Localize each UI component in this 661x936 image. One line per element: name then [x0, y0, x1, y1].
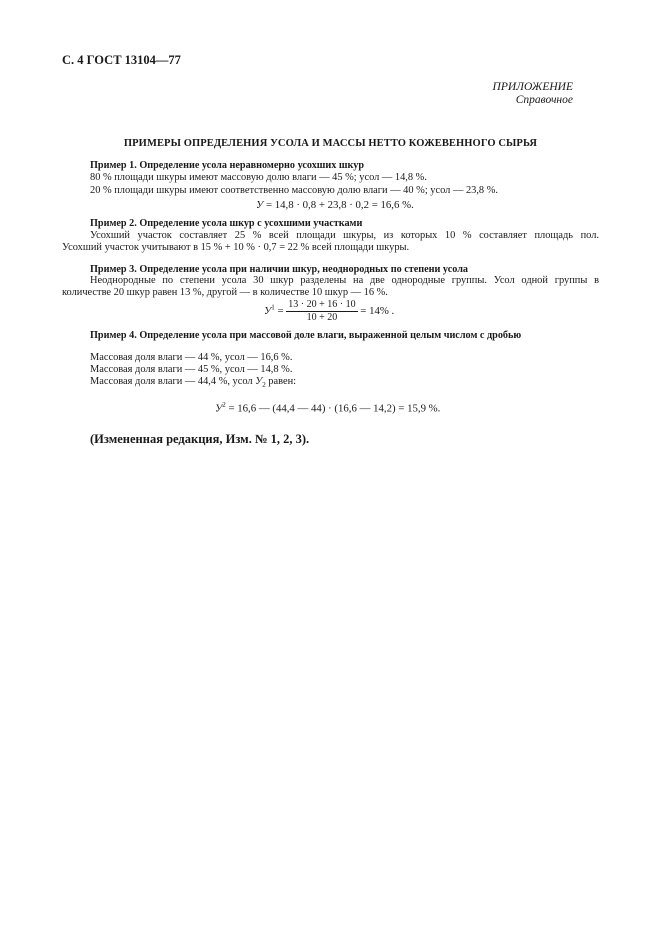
line-suffix: равен: — [265, 376, 297, 387]
example-4-line-2: Массовая доля влаги — 45 %, усол — 14,8 %. — [90, 364, 293, 375]
formula-expression: = 14,8 · 0,8 + 23,8 · 0,2 = 16,6 %. — [263, 199, 414, 211]
example-4-heading: Пример 4. Определение усола при массовой доле влаги, выраженной целым числом с дробью — [90, 330, 522, 341]
page-header: С. 4 ГОСТ 13104—77 — [62, 53, 181, 67]
appendix-label-block — [493, 81, 573, 107]
example-4-formula — [215, 401, 440, 415]
page-title: ПРИМЕРЫ ОПРЕДЕЛЕНИЯ УСОЛА И МАССЫ НЕТТО КОЖЕВЕННОГО СЫРЬЯ — [123, 138, 538, 149]
formula-equals: = — [274, 304, 287, 317]
symbol: У — [255, 376, 263, 387]
formula-symbol: У — [256, 199, 264, 211]
formula-fraction — [286, 299, 357, 324]
formula-symbol: У — [264, 304, 272, 317]
example-2-line-1: Усохший участок составляет 25 % всей площади шкуры, из которых 10 % составляет площадь пол. — [90, 230, 599, 241]
example-2-line-2: Усохший участок учитывают в 15 % + 10 % · 0,7 = 22 % всей площади шкуры. — [62, 242, 410, 253]
formula-superscript: 1 — [271, 303, 275, 312]
appendix-label: ПРИЛОЖЕНИЕ — [492, 81, 573, 93]
example-2-heading: Пример 2. Определение усола шкур с усохшими участками — [90, 218, 363, 229]
example-4-line-3 — [90, 376, 296, 389]
example-1-formula — [256, 199, 414, 211]
example-3-heading: Пример 3. Определение усола при наличии шкур, неоднородных по степени усола — [90, 264, 469, 275]
example-1-heading: Пример 1. Определение усола неравномерно усохших шкур — [90, 160, 364, 171]
line-text: Массовая доля влаги — 44,4 %, усол — [90, 376, 256, 387]
formula-symbol: У — [215, 402, 223, 415]
formula-result: = 14% . — [357, 304, 395, 317]
appendix-type: Справочное — [515, 94, 573, 106]
example-3-line-2: количестве 20 шкур равен 13 %, другой — в количестве 10 шкур — 16 %. — [62, 287, 388, 298]
example-1-line-2: 20 % площади шкуры имеют соответственно массовую долю влаги — 40 %; усол — 23,8 %. — [90, 185, 498, 196]
example-3-line-1: Неоднородные по степени усола 30 шкур разделены на две однородные группы. Усол одной группы в — [90, 275, 599, 286]
example-1-line-1: 80 % площади шкуры имеют массовую долю влаги — 45 %; усол — 14,8 %. — [90, 172, 427, 183]
fraction-denominator: 10 + 20 — [306, 312, 338, 323]
fraction-numerator: 13 · 20 + 16 · 10 — [288, 299, 356, 310]
symbol-subscript: 2 — [262, 381, 266, 390]
revision-note: (Измененная редакция, Изм. № 1, 2, 3). — [90, 432, 310, 446]
example-4-line-1: Массовая доля влаги — 44 %, усол — 16,6 %. — [90, 352, 293, 363]
formula-expression: = 16,6 — (44,4 — 44) · (16,6 — 14,2) = 15,9 %. — [225, 402, 441, 415]
formula-superscript: 2 — [222, 401, 226, 409]
example-3-formula — [264, 299, 394, 324]
